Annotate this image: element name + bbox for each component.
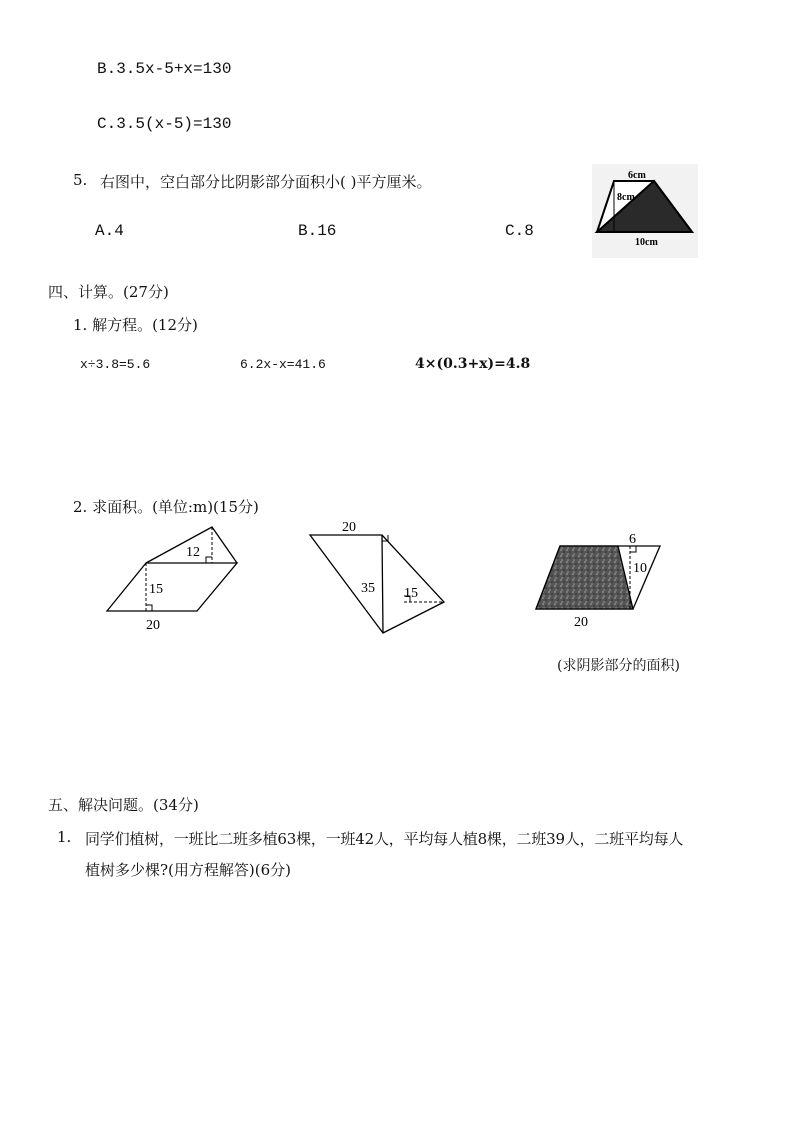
fig1-height-label: 12: [186, 545, 200, 560]
fig3-base-label: 20: [574, 615, 588, 630]
section5-q1-line2: 植树多少棵?(用方程解答)(6分): [85, 861, 291, 879]
fig3-height-label: 10: [633, 561, 647, 576]
q4-option-c: C.3.5(x-5)=130: [97, 115, 232, 133]
q5-top-label: 6cm: [628, 170, 646, 181]
q5-option-a: A.4: [95, 222, 124, 240]
fig2-height-label: 35: [361, 581, 375, 596]
q5-number: 5.: [73, 171, 88, 189]
equation-3: 4×(0.3+x)=4.8: [415, 356, 531, 372]
area-figure-2: [300, 515, 455, 640]
fig1-inner-height-label: 15: [149, 582, 163, 597]
area-figure-3: [530, 525, 665, 630]
q5-option-c: C.8: [505, 222, 534, 240]
fig2-top-label: 20: [342, 520, 356, 535]
fig1-base-label: 20: [146, 618, 160, 633]
q5-trapezoid-figure: [592, 164, 698, 258]
equation-2: 6.2x-x=41.6: [240, 357, 326, 372]
equation-1: x÷3.8=5.6: [80, 357, 151, 372]
fig3-shaded-trapezoid: [536, 546, 633, 609]
fig2-inner-label: 15: [404, 586, 418, 601]
fig3-note: (求阴影部分的面积): [557, 658, 680, 674]
section5-heading: 五、解决问题。(34分): [48, 796, 199, 814]
area-figure-1: [100, 520, 250, 635]
section4-heading: 四、计算。(27分): [48, 283, 169, 301]
section4-sub2-heading: 2. 求面积。(单位:m)(15分): [73, 498, 259, 516]
q4-option-b: B.3.5x-5+x=130: [97, 60, 232, 78]
section5-q1-line1: 同学们植树，一班比二班多植63棵，一班42人，平均每人植8棵，二班39人，二班平均每人: [85, 830, 684, 848]
q5-option-b: B.16: [298, 222, 337, 240]
q5-text: 右图中，空白部分比阴影部分面积小( )平方厘米。: [100, 173, 432, 191]
q5-bottom-label: 10cm: [635, 237, 658, 248]
section5-q1-number: 1.: [57, 828, 72, 846]
fig3-top-label: 6: [629, 532, 636, 547]
section4-sub1-heading: 1. 解方程。(12分): [73, 316, 198, 334]
q5-height-label: 8cm: [617, 192, 635, 203]
